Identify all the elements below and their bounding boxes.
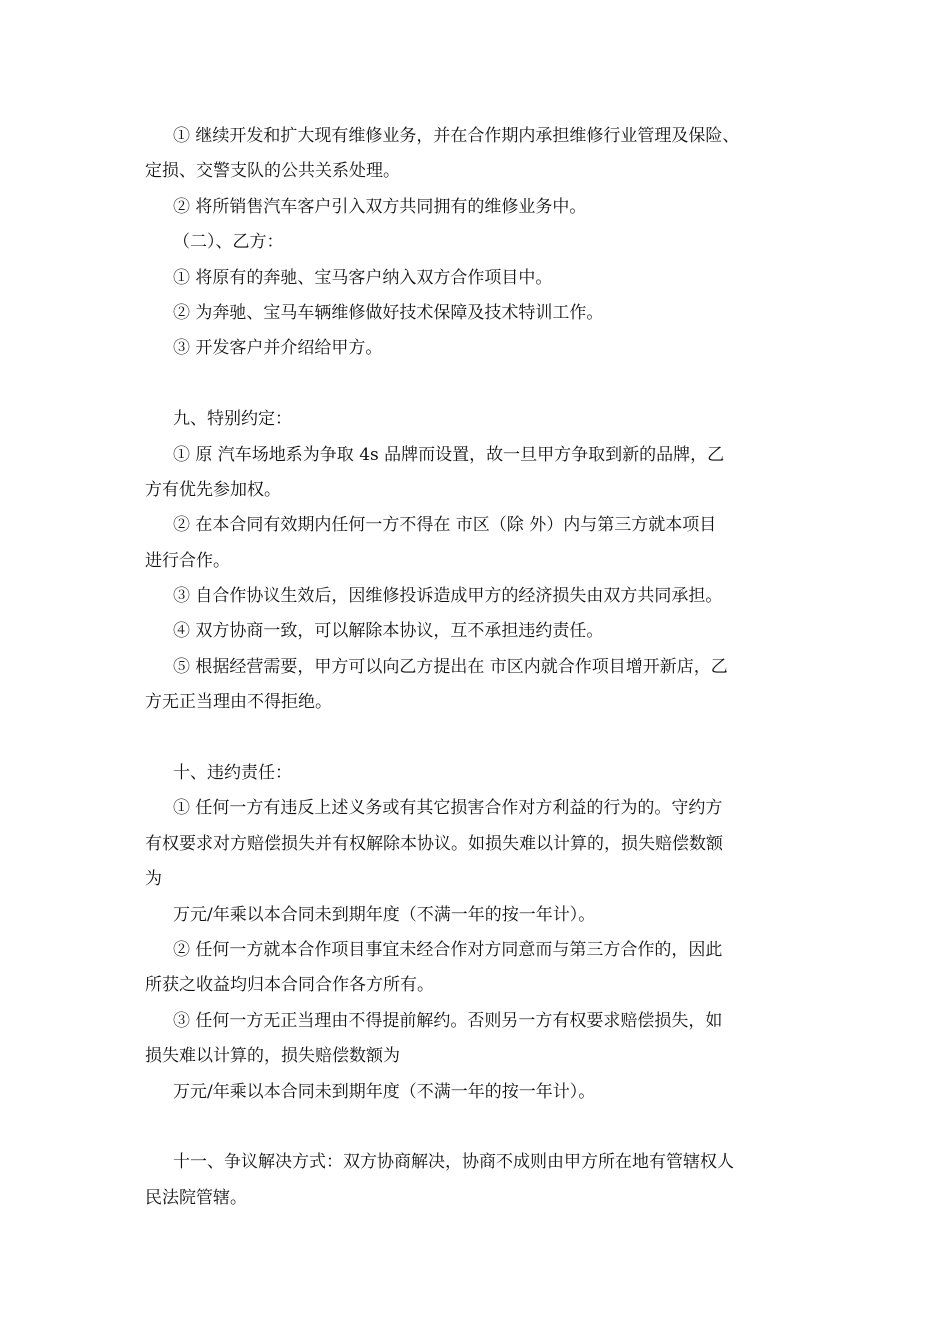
text-line: ② 将所销售汽车客户引入双方共同拥有的维修业务中。 <box>173 196 587 217</box>
document-body <box>145 119 817 1216</box>
text-line: 方有优先参加权。 <box>145 479 281 500</box>
blank-line <box>145 367 817 402</box>
text-line: ① 继续开发和扩大现有维修业务，并在合作期内承担维修行业管理及保险、 <box>173 126 740 146</box>
text-line: ⑤ 根据经营需要，甲方可以向乙方提出在 市区内就合作项目增开新店，乙 <box>173 656 728 677</box>
text-line: ① 将原有的奔驰、宝马客户纳入双方合作项目中。 <box>173 267 553 288</box>
text-line: ③ 自合作协议生效后，因维修投诉造成甲方的经济损失由双方共同承担。 <box>173 586 723 607</box>
text-line: ① 原 汽车场地系为争取 4s 品牌而设置，故一旦甲方争取到新的品牌，乙 <box>173 444 725 465</box>
text-line: 万元/年乘以本合同未到期年度（不满一年的按一年计）。 <box>173 904 596 925</box>
text-line: ① 任何一方有违反上述义务或有其它损害合作对方利益的行为的。守约方 <box>173 798 723 819</box>
text-line: 有权要求对方赔偿损失并有权解除本协议。如损失难以计算的，损失赔偿数额 <box>145 833 723 854</box>
section-heading: 十、违约责任： <box>173 763 292 784</box>
text-line: ② 为奔驰、宝马车辆维修做好技术保障及技术特训工作。 <box>173 302 604 323</box>
text-line: ③ 开发客户并介绍给甲方。 <box>173 338 383 359</box>
text-line: 万元/年乘以本合同未到期年度（不满一年的按一年计）。 <box>173 1081 596 1102</box>
text-line: 损失难以计算的，损失赔偿数额为 <box>145 1046 400 1067</box>
text-line: ④ 双方协商一致，可以解除本协议，互不承担违约责任。 <box>173 621 604 642</box>
section-heading: （二）、乙方： <box>173 232 284 253</box>
text-line: 民法院管辖。 <box>145 1187 247 1208</box>
text-line: ③ 任何一方无正当理由不得提前解约。否则另一方有权要求赔偿损失，如 <box>173 1010 723 1031</box>
blank-line <box>145 721 817 756</box>
text-line: ② 在本合同有效期内任何一方不得在 市区（除 外）内与第三方就本项目 <box>173 515 717 536</box>
text-line: 进行合作。 <box>145 550 230 571</box>
section-heading: 九、特别约定： <box>173 409 292 430</box>
text-line: 所获之收益均归本合同合作各方所有。 <box>145 975 434 996</box>
blank-line <box>145 1110 817 1145</box>
text-line: ② 任何一方就本合作项目事宜未经合作对方同意而与第三方合作的，因此 <box>173 939 723 960</box>
text-line: 为 <box>145 869 162 890</box>
text-line: 方无正当理由不得拒绝。 <box>145 692 332 713</box>
text-line: 定损、交警支队的公共关系处理。 <box>145 161 400 182</box>
section-heading: 十一、争议解决方式：双方协商解决，协商不成则由甲方所在地有管辖权人 <box>173 1152 734 1173</box>
